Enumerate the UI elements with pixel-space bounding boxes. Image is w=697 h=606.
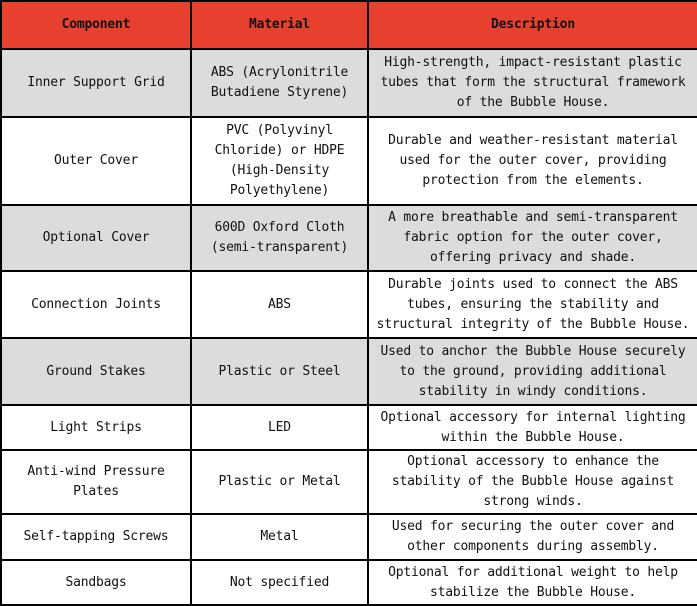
cell-material: PVC (Polyvinyl Chloride) or HDPE (High-Density Polyethylene) <box>191 117 368 205</box>
cell-material: 600D Oxford Cloth (semi-transparent) <box>191 205 368 271</box>
cell-material: Not specified <box>191 560 368 605</box>
table-row <box>1 405 697 450</box>
cell-description: High-strength, impact-resistant plastic tubes that form the structural framework of the Bubble House. <box>368 49 697 117</box>
header-description: Description <box>368 1 697 49</box>
cell-component: Self-tapping Screws <box>1 514 191 560</box>
cell-description: Durable joints used to connect the ABS tubes, ensuring the stability and structural integrity of the Bubble House. <box>368 271 697 338</box>
table-row <box>1 205 697 271</box>
cell-component: Anti-wind Pressure Plates <box>1 450 191 514</box>
table-row <box>1 49 697 117</box>
cell-component: Sandbags <box>1 560 191 605</box>
cell-description: Optional accessory for internal lighting within the Bubble House. <box>368 405 697 450</box>
cell-material: Plastic or Steel <box>191 338 368 405</box>
cell-material: LED <box>191 405 368 450</box>
header-material: Material <box>191 1 368 49</box>
header-component: Component <box>1 1 191 49</box>
header-row <box>1 1 697 49</box>
cell-description: Used for securing the outer cover and other components during assembly. <box>368 514 697 560</box>
cell-material: ABS (Acrylonitrile Butadiene Styrene) <box>191 49 368 117</box>
cell-description: Durable and weather-resistant material used for the outer cover, providing protection from the elements. <box>368 117 697 205</box>
table-row <box>1 514 697 560</box>
cell-description: A more breathable and semi-transparent fabric option for the outer cover, offering privacy and shade. <box>368 205 697 271</box>
cell-description: Used to anchor the Bubble House securely to the ground, providing additional stability in windy conditions. <box>368 338 697 405</box>
cell-description: Optional accessory to enhance the stability of the Bubble House against strong winds. <box>368 450 697 514</box>
cell-material: Plastic or Metal <box>191 450 368 514</box>
cell-material: Metal <box>191 514 368 560</box>
cell-material: ABS <box>191 271 368 338</box>
cell-component: Connection Joints <box>1 271 191 338</box>
cell-description: Optional for additional weight to help stabilize the Bubble House. <box>368 560 697 605</box>
table-row <box>1 117 697 205</box>
table-row <box>1 338 697 405</box>
cell-component: Ground Stakes <box>1 338 191 405</box>
table-row <box>1 560 697 605</box>
cell-component: Optional Cover <box>1 205 191 271</box>
cell-component: Light Strips <box>1 405 191 450</box>
cell-component: Outer Cover <box>1 117 191 205</box>
table-row <box>1 271 697 338</box>
cell-component: Inner Support Grid <box>1 49 191 117</box>
table-row <box>1 450 697 514</box>
